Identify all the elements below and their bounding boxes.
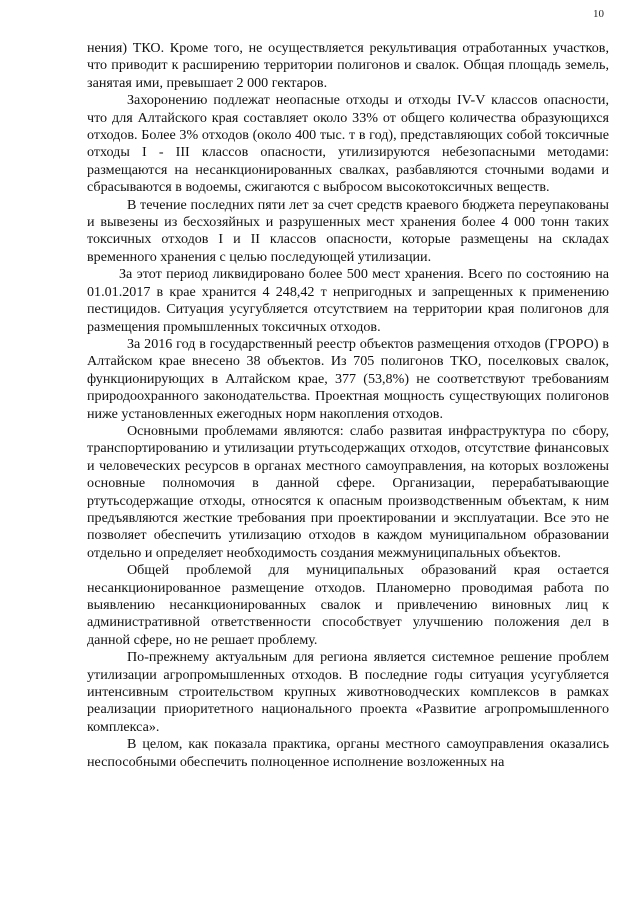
document-body <box>87 40 609 771</box>
paragraph: За 2016 год в государственный реестр объектов размещения отходов (ГРОРО) в Алтайском крае внесено 38 объектов. Из 705 полигонов ТКО, поселковых свалок, функционирующих в Алтайском крае, 377 (53,8%) не соответствуют требованиям природоохранного законодательства. Проектная мощность существующих полигонов ниже установленных ежегодных норм накопления отходов. <box>87 335 609 422</box>
paragraph: По-прежнему актуальным для региона является системное решение проблем утилизации агропромышленных отходов. В последние годы ситуация усугубляется интенсивным строительством крупных животноводческих комплексов в рамках реализации приоритетного национального проекта «Развитие агропромышленного комплекса». <box>87 649 609 735</box>
paragraph: Захоронению подлежат неопасные отходы и отходы IV-V классов опасности, что для Алтайского края составляет около 33% от общего количества образующихся отходов. Более 3% отходов (около 400 тыс. т в год), представляющих собой токсичные отходы I - III классов опасности, утилизируются небезопасными методами: размещаются на несанкционированных свалках, разбавляются сточными водами и сбрасываются в водоемы, сжигаются с выбросом высокотоксичных веществ. <box>87 92 609 196</box>
paragraph-continuation: нения) ТКО. Кроме того, не осуществляется рекультивация отработанных участков, что приводит к расширению территории полигонов и свалок. Общая площадь земель, занятая ими, превышает 2 000 гектаров. <box>87 40 609 91</box>
paragraph: В течение последних пяти лет за счет средств краевого бюджета переупакованы и вывезены из бесхозяйных и разрушенных мест хранения более 4 000 тонн таких токсичных отходов I и II классов опасности, которые размещены на складах временного хранения с целью последующей утилизации. <box>87 196 609 265</box>
page-number: 10 <box>593 8 604 20</box>
paragraph: Общей проблемой для муниципальных образований края остается несанкционированное размещение отходов. Планомерно проводимая работа по выявлению несанкционированных свалок и привлечению виновных лиц к административной ответственности способствует улучшению положения дел в данной сфере, но не решает проблему. <box>87 562 609 648</box>
paragraph: В целом, как показала практика, органы местного самоуправления оказались неспособными обеспечить полноценное исполнение возложенных на <box>87 736 609 770</box>
paragraph: Основными проблемами являются: слабо развитая инфраструктура по сбору, транспортированию и утилизации ртутьсодержащих отходов, отсутствие финансовых и человеческих ресурсов в органах местного самоуправления, на которых возложены основные полномочия в данной сфере. Организации, перерабатывающие ртутьсодержащие отходы, относятся к опасным производственным объектам, к ним предъявляются жесткие требования при проектировании и эксплуатации. Все это не позволяет обеспечить утилизацию отходов в каждом муниципальном образовании отдельно и определяет необходимость создания межмуниципальных объектов. <box>87 422 609 561</box>
paragraph: За этот период ликвидировано более 500 мест хранения. Всего по состоянию на 01.01.2017 в крае хранится 4 248,42 т непригодных и запрещенных к применению пестицидов. Ситуация усугубляется отсутствием на территории края полигонов для размещения промышленных токсичных отходов. <box>87 266 609 335</box>
